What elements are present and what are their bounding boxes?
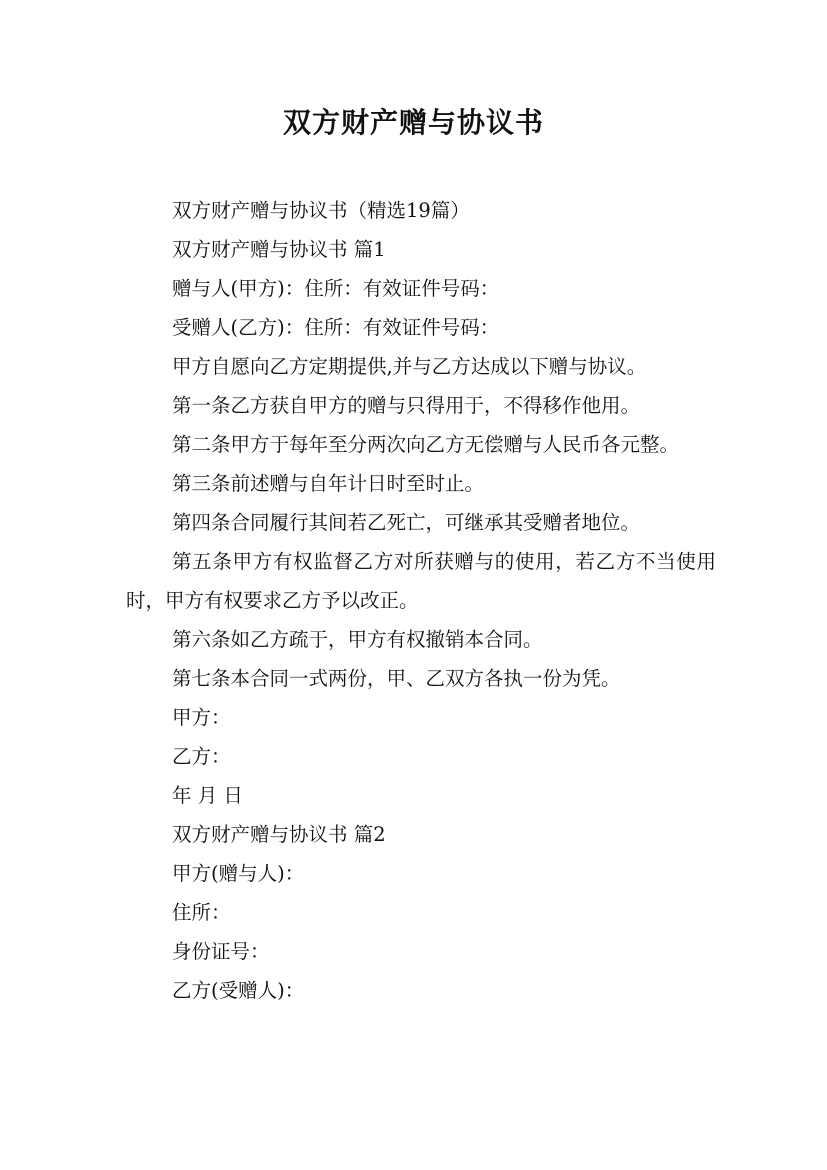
field-party-a: 甲方(赠与人)： (172, 862, 305, 885)
field-address: 住所： (172, 901, 231, 924)
clause-6: 第六条如乙方疏于，甲方有权撤销本合同。 (172, 628, 543, 651)
field-party-b: 乙方(受赠人)： (172, 979, 305, 1002)
clause-3: 第三条前述赠与自年计日时至时止。 (172, 472, 485, 495)
document-title: 双方财产赠与协议书 (282, 106, 544, 139)
clause-4: 第四条合同履行其间若乙死亡，可继承其受赠者地位。 (172, 511, 641, 534)
clause-2: 第二条甲方于每年至分两次向乙方无偿赠与人民币各元整。 (172, 433, 680, 456)
section-heading-1: 双方财产赠与协议书 篇1 (172, 238, 386, 261)
clause-1: 第一条乙方获自甲方的赠与只得用于，不得移作他用。 (172, 394, 641, 417)
signature-date: 年 月 日 (172, 784, 243, 807)
signature-party-a: 甲方： (172, 706, 231, 729)
signature-party-b: 乙方： (172, 745, 231, 768)
clause-5: 第五条甲方有权监督乙方对所获赠与的使用，若乙方不当使用时，甲方有权要求乙方予以改正。 (126, 550, 716, 612)
document-body (126, 191, 716, 1010)
paragraph-donor: 赠与人(甲方)：住所：有效证件号码： (172, 277, 500, 300)
section-heading-2: 双方财产赠与协议书 篇2 (172, 823, 386, 846)
paragraph-subtitle: 双方财产赠与协议书（精选19篇） (172, 199, 470, 222)
clause-7: 第七条本合同一式两份，甲、乙双方各执一份为凭。 (172, 667, 621, 690)
field-id-number: 身份证号： (172, 940, 270, 963)
paragraph-donee: 受赠人(乙方)：住所：有效证件号码： (172, 316, 500, 339)
paragraph-intro: 甲方自愿向乙方定期提供,并与乙方达成以下赠与协议。 (172, 355, 647, 378)
